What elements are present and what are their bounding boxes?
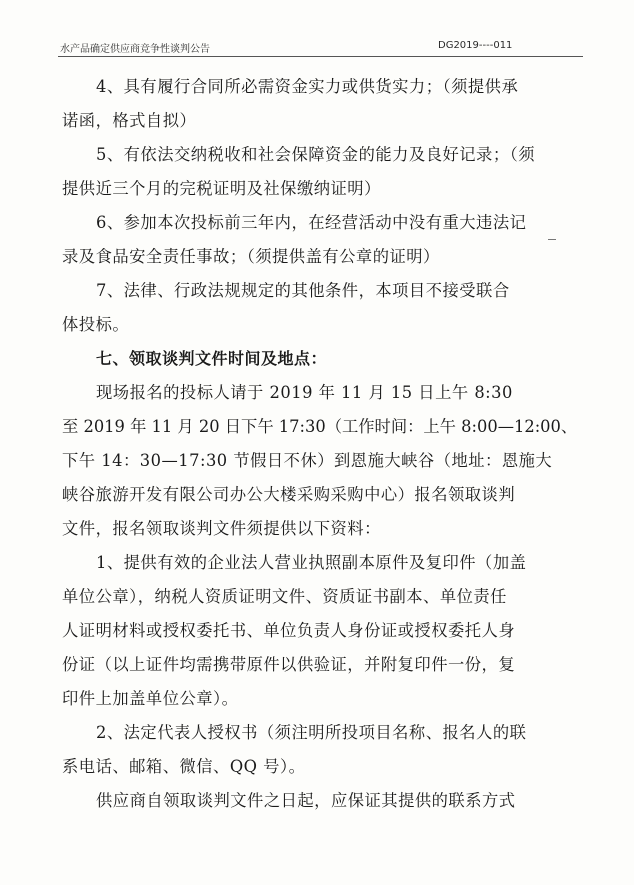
paragraph-line: 系电话、邮箱、微信、QQ 号）。 — [62, 757, 306, 776]
paragraph-line: 现场报名的投标人请于 2019 年 11 月 15 日上午 8:30 — [96, 383, 513, 402]
header-doc-number: DG2019----011 — [438, 40, 513, 51]
document-body — [62, 70, 582, 818]
paragraph-line: 单位公章），纳税人资质证明文件、资质证书副本、单位责任 — [62, 587, 507, 606]
header-divider — [58, 56, 583, 57]
paragraph-line: 人证明材料或授权委托书、单位负责人身份证或授权委托人身 — [62, 621, 516, 640]
paragraph-line: 至 2019 年 11 月 20 日下午 17:30（工作时间：上午 8:00—12:00、 — [62, 417, 578, 436]
paragraph-line: 供应商自领取谈判文件之日起，应保证其提供的联系方式 — [96, 791, 516, 810]
paragraph-line: 4、具有履行合同所必需资金实力或供货实力；（须提供承 — [96, 77, 519, 96]
paragraph-line: 体投标。 — [62, 315, 130, 334]
paragraph-line: 录及食品安全责任事故；（须提供盖有公章的证明） — [62, 247, 440, 266]
header-title: 水产品确定供应商竞争性谈判公告 — [60, 44, 210, 55]
paragraph-line: 文件，报名领取谈判文件须提供以下资料： — [62, 519, 381, 538]
paragraph-line: 诺函，格式自拟） — [62, 111, 197, 130]
paragraph-line: 1、提供有效的企业法人营业执照副本原件及复印件（加盖 — [96, 553, 527, 572]
section-heading: 七、领取谈判文件时间及地点： — [96, 349, 328, 368]
paragraph-line: 下午 14：30—17:30 节假日不休）到恩施大峡谷（地址：恩施大 — [62, 451, 553, 470]
paragraph-line: 峡谷旅游开发有限公司办公大楼采购采购中心）报名领取谈判 — [62, 485, 516, 504]
paragraph-line: 2、法定代表人授权书（须注明所投项目名称、报名人的联 — [96, 723, 527, 742]
paragraph-line: 6、参加本次投标前三年内，在经营活动中没有重大违法记 — [96, 213, 527, 232]
paragraph-line: 5、有依法交纳税收和社会保障资金的能力及良好记录；（须 — [96, 145, 536, 164]
paragraph-line: 份证（以上证件均需携带原件以供验证，并附复印件一份，复 — [62, 655, 516, 674]
paragraph-line: 7、法律、行政法规规定的其他条件，本项目不接受联合 — [96, 281, 510, 300]
paragraph-line: 提供近三个月的完税证明及社保缴纳证明） — [62, 179, 381, 198]
page-header — [60, 40, 581, 54]
paragraph-line: 印件上加盖单位公章）。 — [62, 689, 239, 708]
